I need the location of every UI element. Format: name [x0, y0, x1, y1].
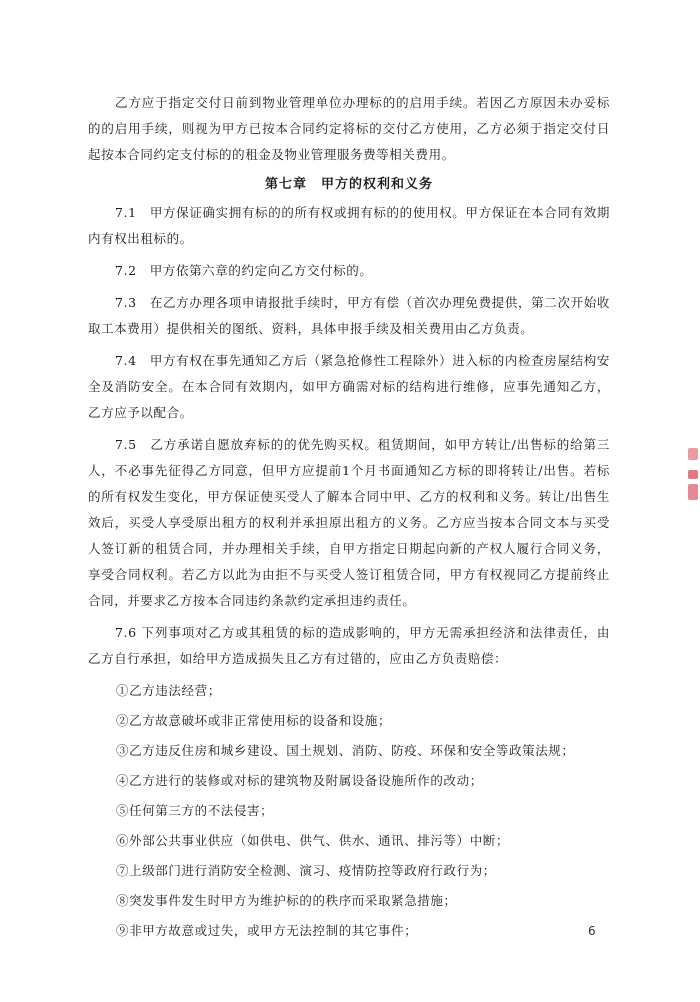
document-body [88, 90, 610, 942]
list-item: ⑦上级部门进行消防安全检测、演习、疫情防控等政府行政行为； [116, 863, 496, 878]
seal-edge-mark [688, 484, 698, 500]
list-item: ⑨非甲方故意或过失，或甲方无法控制的其它事件； [116, 923, 418, 938]
clause-7-3: 7.3 在乙方办理各项申请报批手续时，甲方有偿（首次办理免费提供，第二次开始收取工本费用）提供相关的图纸、资料，具体申报手续及相关费用由乙方负责。 [88, 295, 610, 336]
list-item: ⑥外部公共事业供应（如供电、供气、供水、通讯、排污等）中断； [116, 833, 510, 848]
chapter-title: 第七章 甲方的权利和义务 [264, 177, 433, 192]
clause-7-2: 7.2 甲方依第六章的约定向乙方交付标的。 [115, 263, 373, 278]
list-item: ⑤任何第三方的不法侵害； [116, 803, 274, 818]
clause-7-4: 7.4 甲方有权在事先通知乙方后（紧急抢修性工程除外）进入标的内检查房屋结构安全及消防安全。在本合同有效期内，如甲方确需对标的结构进行维修，应事先通知乙方，乙方应予以配合。 [88, 353, 610, 420]
list-item: ②乙方故意破坏或非正常使用标的设备和设施； [116, 713, 392, 728]
list-item: ④乙方进行的装修或对标的建筑物及附属设备设施所作的改动； [116, 773, 483, 788]
clause-7-1: 7.1 甲方保证确实拥有标的的所有权或拥有标的的使用权。甲方保证在本合同有效期内有权出租标的。 [88, 205, 610, 246]
clause-7-6: 7.6 下列事项对乙方或其租赁的标的造成影响的，甲方无需承担经济和法律责任，由乙方自行承担，如给甲方造成损失且乙方有过错的，应由乙方负责赔偿： [88, 625, 610, 666]
list-item: ①乙方违法经营； [116, 683, 221, 698]
paragraph-handover-procedure: 乙方应于指定交付日前到物业管理单位办理标的的启用手续。若因乙方原因未办妥标的的启用手续，则视为甲方已按本合同约定将标的交付乙方使用，乙方必须于指定交付日起按本合同约定支付标的的租金及物业管理服务费等相关费用。 [88, 95, 610, 162]
page-number: 6 [588, 924, 596, 938]
clause-7-5: 7.5 乙方承诺自愿放弃标的的优先购买权。租赁期间，如甲方转让/出售标的给第三人，不必事先征得乙方同意，但甲方应提前1个月书面通知乙方标的即将转让/出售。若标的所有权发生变化，甲方保证使买受人了解本合同中甲、乙方的权利和义务。转让/出售生效后，买受人享受原出租方的权利并承担原出租方的义务。乙方应当按本合同文本与买受人签订新的租赁合同，并办理相关手续，自甲方指定日期起向新的产权人履行合同义务，享受合同权利。若乙方以此为由拒不与买受人签订租赁合同，甲方有权视同乙方提前终止合同，并要求乙方按本合同违约条款约定承担违约责任。 [88, 437, 610, 608]
list-item: ③乙方违反住房和城乡建设、国土规划、消防、防疫、环保和安全等政策法规； [116, 743, 575, 758]
list-item: ⑧突发事件发生时甲方为维护标的的秩序而采取紧急措施； [116, 893, 457, 908]
seal-edge-mark [688, 448, 698, 460]
seal-edge-mark [688, 470, 698, 479]
